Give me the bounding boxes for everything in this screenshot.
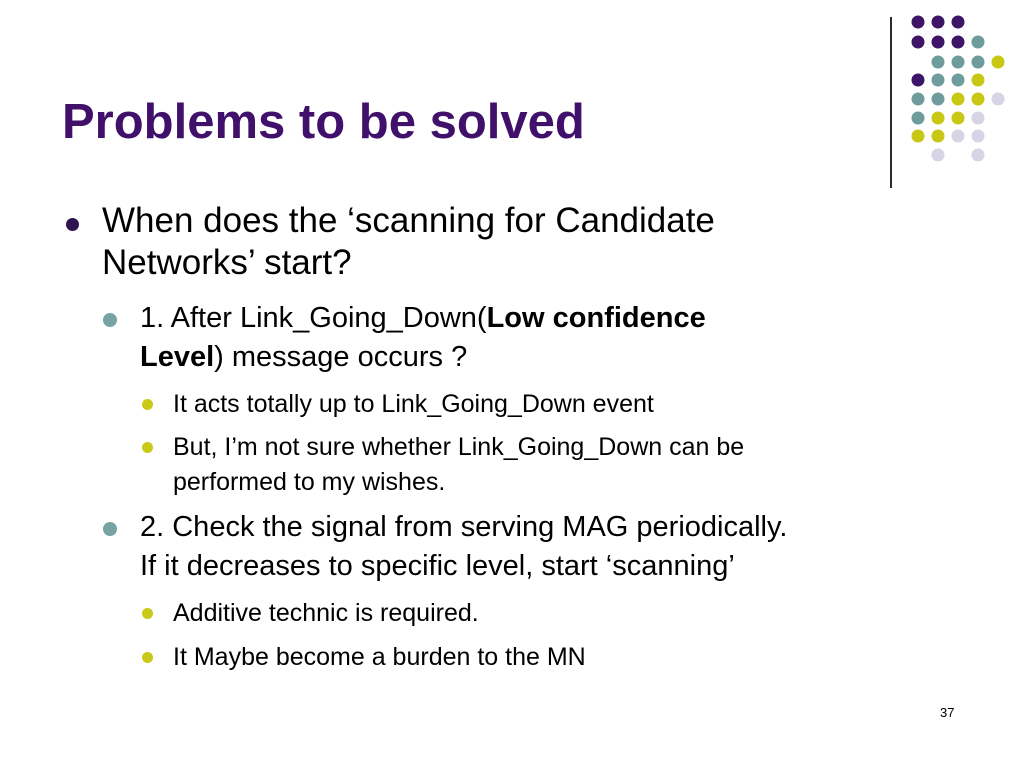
bullet-level2-option-2 xyxy=(140,508,787,586)
bullet-text-bold: Low confidence xyxy=(486,302,706,334)
bullet-text-line: Additive technic is required. xyxy=(173,599,479,627)
bullet-text-segment: ) message occurs ? xyxy=(214,341,468,373)
bullet-level2-option-1 xyxy=(140,299,706,377)
bullet-dot-level2 xyxy=(103,313,117,327)
bullet-level3-item xyxy=(173,430,744,500)
bullet-level3-item xyxy=(173,640,586,675)
bullet-level1-question xyxy=(102,200,715,284)
bullet-text-line: If it decreases to specific level, start ‘scanning’ xyxy=(140,550,735,582)
bullet-dot-level3 xyxy=(142,399,153,410)
bullet-text-line: When does the ‘scanning for Candidate xyxy=(102,201,715,240)
page-number: 37 xyxy=(940,705,955,720)
bullet-text-line: 2. Check the signal from serving MAG periodically. xyxy=(140,511,788,543)
bullet-level3-item xyxy=(173,387,654,422)
bullet-dot-level3 xyxy=(142,652,153,663)
bullet-text-line: It Maybe become a burden to the MN xyxy=(173,643,586,671)
bullet-dot-level1 xyxy=(66,218,79,231)
bullet-dot-level3 xyxy=(142,608,153,619)
bullet-text-line: But, I’m not sure whether Link_Going_Down can be xyxy=(173,433,745,461)
bullet-dot-level2 xyxy=(103,522,117,536)
bullet-level3-item xyxy=(173,596,479,631)
bullet-text-line: performed to my wishes. xyxy=(173,468,446,496)
bullet-text-segment: 1. After Link_Going_Down( xyxy=(140,302,487,334)
bullet-text-bold: Level xyxy=(140,341,215,373)
bullet-dot-level3 xyxy=(142,442,153,453)
bullet-text-line: It acts totally up to Link_Going_Down event xyxy=(173,390,654,418)
slide-title: Problems to be solved xyxy=(62,95,585,149)
bullet-text-line: Networks’ start? xyxy=(102,243,352,282)
